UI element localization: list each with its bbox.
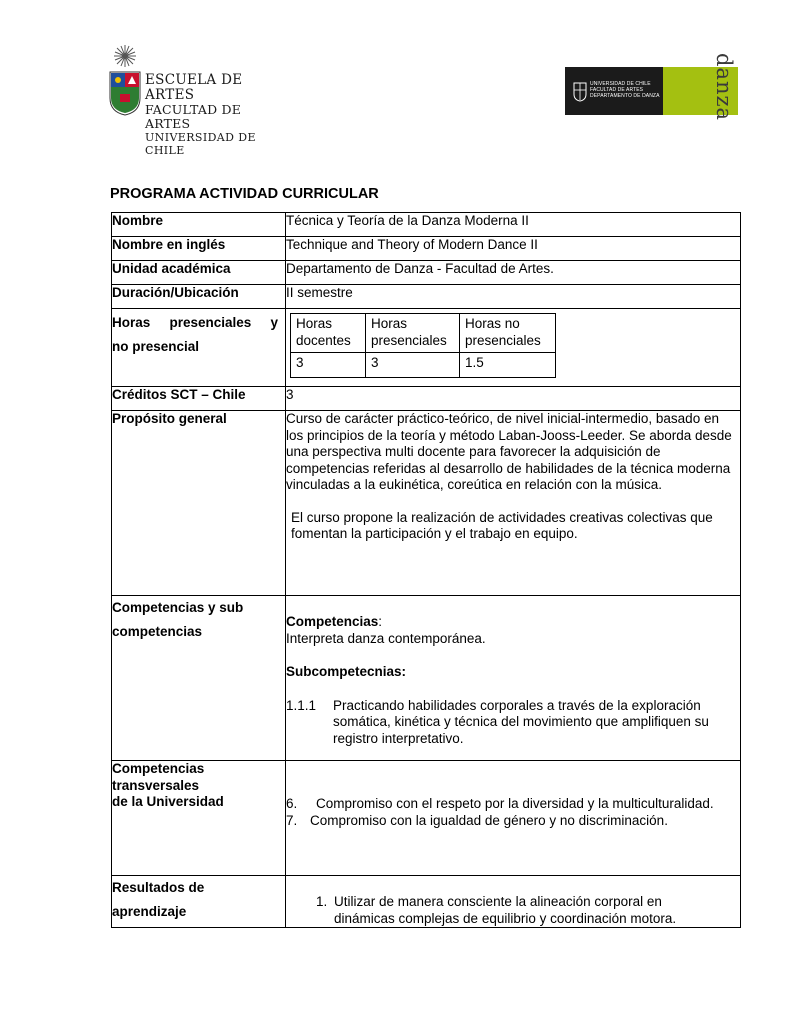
competencias-label-2: competencias bbox=[112, 624, 203, 639]
page-title: PROGRAMA ACTIVIDAD CURRICULAR bbox=[110, 186, 379, 202]
value-nombre: Técnica y Teoría de la Danza Moderna II bbox=[286, 213, 741, 237]
label-resultados bbox=[112, 876, 286, 928]
label-proposito: Propósito general bbox=[112, 411, 286, 596]
horas-values-row bbox=[291, 353, 556, 378]
row-unidad bbox=[112, 261, 741, 285]
horas-label-line1 bbox=[112, 311, 285, 335]
subcompetencia-number: 1.1.1 bbox=[286, 697, 317, 713]
university-crest-icon bbox=[108, 44, 142, 116]
logo-line-facultad: FACULTAD DE ARTES bbox=[145, 102, 242, 131]
transversales-label-3: de la Universidad bbox=[112, 794, 224, 809]
proposito-paragraph-1: Curso de carácter práctico-teórico, de nivel inicial-intermedio, basado en los principios de la teoría y método Laban-Jooss-Leeder. Se aborda desde una perspectiva multi docente para favorecer la adquisición de competencias referidas al desarrollo de habilidades de la técnica moderna vinculadas a la eukinética, coreútica en relación con la música. bbox=[286, 411, 732, 492]
horas-label-line2: no presencial bbox=[112, 339, 200, 354]
horas-header-row bbox=[291, 314, 556, 353]
row-competencias bbox=[112, 596, 741, 761]
competencias-heading bbox=[286, 614, 732, 631]
resultado-text-1: Utilizar de manera consciente la alineación corporal en dinámicas complejas de equilibrio y coordinación motora. bbox=[334, 894, 677, 926]
departamento-text bbox=[590, 81, 660, 99]
departamento-danza-logo bbox=[565, 53, 738, 122]
transversales-label-2: transversales bbox=[112, 777, 200, 793]
value-unidad: Departamento de Danza - Facultad de Artes. bbox=[286, 261, 741, 285]
competencias-label-1: Competencias y sub bbox=[112, 600, 244, 615]
danza-wordmark: danza bbox=[712, 53, 736, 122]
value-transversales bbox=[286, 761, 741, 876]
logo-green-block bbox=[663, 53, 738, 122]
transversal-text-6: Compromiso con el respeto por la diversidad y la multiculturalidad. bbox=[316, 796, 714, 811]
row-ingles bbox=[112, 237, 741, 261]
transversal-item-6 bbox=[286, 796, 730, 813]
header-horas-no-presenciales bbox=[460, 314, 556, 353]
hd-1a: Horas bbox=[296, 316, 333, 331]
mini-crest-icon bbox=[573, 80, 587, 102]
row-transversales bbox=[112, 761, 741, 876]
label-transversales bbox=[112, 761, 286, 876]
value-competencias bbox=[286, 596, 741, 761]
label-duracion: Duración/Ubicación bbox=[112, 285, 286, 309]
competencias-text: Interpreta danza contemporánea. bbox=[286, 630, 486, 646]
label-unidad: Unidad académica bbox=[112, 261, 286, 285]
hd-3a: Horas no bbox=[465, 316, 520, 331]
transversal-number-7: 7. bbox=[286, 812, 298, 828]
hd-2a: Horas bbox=[371, 316, 408, 331]
logo-line-universidad: UNIVERSIDAD DE CHILE bbox=[145, 131, 256, 157]
dept-line-3: DEPARTAMENTO DE DANZA bbox=[590, 93, 660, 99]
dept-line-1: UNIVERSIDAD DE CHILE bbox=[590, 81, 651, 87]
escuela-de-artes-logo bbox=[108, 44, 268, 157]
label-creditos: Créditos SCT – Chile bbox=[112, 387, 286, 411]
row-creditos bbox=[112, 387, 741, 411]
logo-line-escuela: ESCUELA DE ARTES bbox=[145, 72, 243, 103]
value-proposito bbox=[286, 411, 741, 596]
row-duracion bbox=[112, 285, 741, 309]
subcompetencia-item bbox=[286, 698, 732, 748]
value-creditos: 3 bbox=[286, 387, 741, 411]
value-ingles: Technique and Theory of Modern Dance II bbox=[286, 237, 741, 261]
escuela-logo-text bbox=[145, 73, 268, 157]
logo-dark-block bbox=[565, 67, 663, 115]
value-horas-docentes: 3 bbox=[291, 353, 366, 378]
label-ingles: Nombre en inglés bbox=[112, 237, 286, 261]
value-resultados bbox=[286, 876, 741, 928]
subcompetencia-text: Practicando habilidades corporales a través de la exploración somática, kinética y técnica del movimiento que amplifiquen su registro interpretativo. bbox=[333, 697, 709, 746]
header-horas-docentes bbox=[291, 314, 366, 353]
row-proposito bbox=[112, 411, 741, 596]
curriculum-table bbox=[111, 212, 741, 928]
transversal-text-7: Compromiso con la igualdad de género y no discriminación. bbox=[310, 812, 668, 828]
resultado-number-1: 1. bbox=[316, 894, 328, 909]
horas-word-3: y bbox=[270, 315, 278, 330]
dept-line-2: FACULTAD DE ARTES bbox=[590, 87, 644, 93]
transversal-number-6: 6. bbox=[286, 796, 298, 811]
transversales-label-1: Competencias bbox=[112, 761, 205, 776]
hd-3b: presenciales bbox=[465, 333, 541, 348]
hd-2b: presenciales bbox=[371, 333, 447, 348]
value-duracion: II semestre bbox=[286, 285, 741, 309]
transversal-item-7 bbox=[286, 813, 730, 830]
resultado-item-1 bbox=[316, 894, 710, 927]
proposito-paragraph-2: El curso propone la realización de actividades creativas colectivas que fomentan la participación y el trabajo en equipo. bbox=[291, 509, 713, 541]
competencias-colon: : bbox=[378, 614, 383, 629]
label-horas bbox=[112, 309, 286, 387]
resultados-label-1: Resultados de bbox=[112, 880, 205, 895]
subcompetencias-title: Subcompetecnias: bbox=[286, 664, 407, 679]
row-resultados bbox=[112, 876, 741, 928]
horas-word-1: Horas bbox=[112, 315, 151, 330]
label-competencias bbox=[112, 596, 286, 761]
row-horas bbox=[112, 309, 741, 387]
competencias-title: Competencias bbox=[286, 614, 379, 629]
value-horas-no-presenciales: 1.5 bbox=[460, 353, 556, 378]
value-horas-presenciales: 3 bbox=[366, 353, 460, 378]
row-nombre bbox=[112, 213, 741, 237]
resultados-label-2: aprendizaje bbox=[112, 904, 187, 919]
horas-word-2: presenciales bbox=[169, 315, 252, 330]
header-horas-presenciales bbox=[366, 314, 460, 353]
value-horas bbox=[286, 309, 741, 387]
hd-1b: docentes bbox=[296, 333, 351, 348]
horas-subtable bbox=[290, 313, 556, 378]
label-nombre: Nombre bbox=[112, 213, 286, 237]
